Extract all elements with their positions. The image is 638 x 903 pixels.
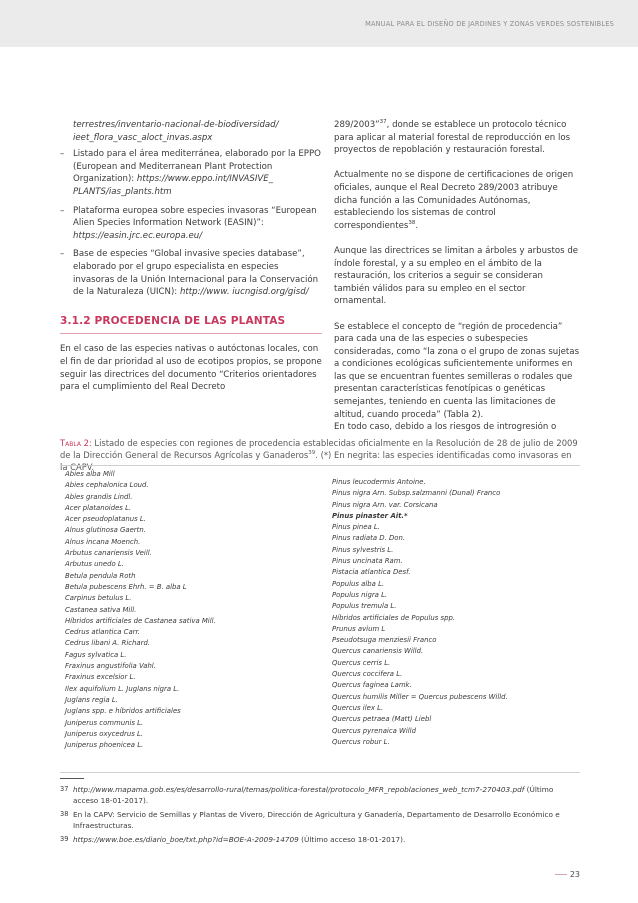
species-item: Populus alba L.	[332, 579, 385, 588]
footnote-text: (Último acceso 18-01-2017).	[298, 835, 406, 844]
species-item: Pinus uncinata Ram.	[332, 557, 403, 566]
paragraph-protocol: 289/2003”$^{37}$, donde se establece un protocolo técnico para aplicar al material forestal de reproducción en los proyectos de repoblación y restauración forestal.	[334, 119, 571, 156]
species-item: Betula pendula Roth	[65, 571, 136, 580]
species-item: Juniperus oxycedrus L.	[65, 729, 144, 738]
species-item: Quercus ilex L.	[332, 703, 384, 712]
footnote-rule	[60, 778, 84, 779]
species-item: Híbridos artificiales de Castanea sativa Mill.	[65, 616, 216, 625]
species-item: Fraxinus angustifolia Vahl.	[65, 662, 156, 671]
section-heading: 3.1.2 PROCEDENCIA DE LAS PLANTAS	[60, 314, 286, 327]
reference-continuation	[60, 119, 322, 144]
species-item: Abies alba Mill	[65, 470, 115, 478]
species-item: Alnus incana Moench.	[65, 537, 141, 546]
footnote-ref[interactable]: 39	[308, 450, 316, 457]
species-item: Quercus faginea Lamk.	[332, 681, 412, 690]
species-item: Quercus cerris L.	[332, 658, 391, 667]
species-item: Pinus nigra Arn. Subsp.salzmanni (Dunal) Franco	[332, 489, 501, 498]
species-item: Juglans regia L.	[65, 695, 118, 704]
species-item: Quercus coccifera L.	[332, 670, 403, 679]
species-item: Juniperus phoenicea L.	[65, 741, 144, 750]
footnote-number: 39	[60, 835, 69, 843]
reference-text: Base de especies “Global invasive species database”, elaborado por el grupo especialista en especies invasoras de la Unión Internacional para la Conservación de la Naturaleza (UICN):	[73, 249, 319, 298]
reference-list	[60, 148, 322, 299]
species-table	[60, 465, 580, 773]
species-item: Acer pseudoplatanus L.	[65, 515, 146, 524]
species-item: Abies cephalonica Loud.	[65, 481, 149, 490]
dash-bullet: –	[60, 205, 65, 216]
species-item: Acer platanoides L.	[65, 503, 132, 512]
reference-continuation-line[interactable]: ieet_flora_vasc_aloct_invas.aspx	[73, 132, 213, 143]
reference-text: Listado para el área mediterránea, elaborado por la EPPO (European and Mediterranean Plant Protection Organization):	[73, 149, 321, 185]
page-number-rule	[555, 874, 567, 875]
footnote-ref[interactable]: 37	[379, 119, 387, 126]
right-column	[334, 119, 580, 434]
footnote-number: 37	[60, 785, 69, 793]
species-item: Castanea sativa Mill.	[65, 605, 137, 614]
species-item: Pinus radiata D. Don.	[332, 534, 406, 543]
species-item: Juniperus communis L.	[65, 718, 144, 727]
footnote	[60, 809, 580, 831]
reference-link[interactable]: https://www.eppo.int/INVASIVE_ PLANTS/ias_plants.htm	[73, 174, 274, 197]
page-number: 23	[555, 870, 580, 879]
species-list-right	[332, 477, 577, 748]
species-item: Abies grandis Lindl.	[65, 492, 133, 501]
reference-item	[60, 205, 322, 243]
species-item: Arbutus canariensis Veill.	[65, 549, 152, 558]
species-item: Pinus nigra Arn. var. Corsicana	[332, 500, 438, 509]
reference-link[interactable]: https://easin.jrc.ec.europa.eu/	[73, 230, 203, 241]
species-item: Pinus pinea L.	[332, 523, 380, 532]
reference-link[interactable]: http://www. iucngisd.org/gisd/	[179, 287, 309, 298]
species-item: Pinus leucodermis Antoine.	[332, 478, 426, 486]
species-item: Cedrus atlantica Carr.	[65, 628, 140, 637]
footnote-link[interactable]: https://www.boe.es/diario_boe/txt.php?id=BOE-A-2009-14709	[73, 835, 299, 844]
species-item: Arbutus unedo L.	[65, 560, 124, 569]
paragraph-introgression: En todo caso, debido a los riesgos de introgresión o	[334, 422, 557, 433]
dash-bullet: –	[60, 149, 65, 160]
footnote-text: En la CAPV: Servicio de Semillas y Plantas de Vivero, Dirección de Agricultura y Ganadería, Departamento de Desarrollo Económico e Infraestructuras.	[73, 810, 560, 830]
paragraph-certification: Actualmente no se dispone de certificaciones de origen oficiales, aunque el Real Decreto 289/2003 atribuye dicha función a las Comunidades Autónomas, estableciendo los sistemas de control correspondientes$^{38}$.	[334, 170, 574, 231]
header-band	[0, 0, 638, 47]
species-item: Populus nigra L.	[332, 590, 388, 599]
section-underline	[60, 333, 322, 334]
footnote	[60, 784, 580, 806]
species-item: Alnus glutinosa Gaertn.	[65, 526, 146, 535]
section-paragraph: En el caso de las especies nativas o autóctonas locales, con el fin de dar prioridad al uso de ecotipos propios, se propone seguir las directrices del documento “Criterios orientadores para el cumplimiento del Real Decreto	[60, 344, 322, 393]
species-item: Populus tremula L.	[332, 602, 397, 611]
species-item: Pinus sylvestris L.	[332, 545, 394, 554]
footnote-link[interactable]: http://www.mapama.gob.es/es/desarrollo-rural/temas/politica-forestal/protocolo_MFR_repoblaciones_web_tcm7-270403.pdf	[73, 785, 525, 794]
footnotes	[60, 784, 580, 848]
footnote-text: (Último acceso 18-01-2017).	[73, 785, 554, 805]
species-item: Cedrus libani A. Richard.	[65, 639, 151, 648]
left-column	[60, 119, 322, 394]
species-list-left	[65, 469, 315, 751]
table-label: Tabla 2:	[60, 438, 92, 448]
species-item: Juglans spp. e híbridos artificiales	[65, 707, 181, 716]
species-item: Pseudotsuga menziesii Franco	[332, 636, 437, 645]
species-item: Prunus avium L	[332, 624, 386, 633]
species-item: Quercus pyrenaica Willd	[332, 726, 416, 735]
species-item: Pistacia atlantica Desf.	[332, 568, 411, 577]
reference-item	[60, 148, 322, 198]
species-item: Betula pubescens Ehrh. = B. alba L	[65, 582, 187, 591]
dash-bullet: –	[60, 249, 65, 260]
reference-item	[60, 248, 322, 298]
footnote	[60, 834, 580, 845]
footnote-number: 38	[60, 810, 69, 818]
species-item: Fagus sylvatica L.	[65, 650, 127, 659]
species-item: Carpinus betulus L.	[65, 594, 132, 603]
species-item: Quercus robur L.	[332, 737, 390, 746]
paragraph-region-concept: Se establece el concepto de “región de procedencia” para cada una de las especies o subespecies consideradas, como “la zona o el grupo de zonas sujetas a condiciones ecológicas suficientemente uniformes en las que se encuentran fuentes semilleras o rodales que presentan características fenotípicas o genéticas semejantes, teniendo en cuenta las limitaciones de altitud, cuando proceda” (Tabla 2).	[334, 321, 580, 420]
paragraph-guidelines: Aunque las directrices se limitan a árboles y arbustos de índole forestal, y a su empleo en el ámbito de la restauración, los criterios a seguir se consideran también válidos para su empleo en el sector ornamental.	[334, 245, 579, 307]
species-item: Quercus canariensis Willd.	[332, 647, 424, 656]
footnote-ref[interactable]: 38	[408, 219, 416, 226]
species-item: Quercus humilis Miller = Quercus pubescens Willd.	[332, 692, 508, 701]
species-item: Fraxinus excelsior L.	[65, 673, 136, 682]
species-item: Ilex aquifolium L. Juglans nigra L.	[65, 684, 180, 693]
running-header-title: MANUAL PARA EL DISEÑO DE JARDINES Y ZONAS VERDES SOSTENIBLES	[365, 20, 614, 28]
species-item: Pinus pinaster Ait.*	[332, 511, 408, 520]
reference-text: Plataforma europea sobre especies invasoras “European Alien Species Information Network (EASIN)”:	[73, 205, 317, 229]
reference-continuation-line[interactable]: terrestres/inventario-nacional-de-biodiversidad/	[73, 120, 279, 130]
species-item: Quercus petraea (Matt) Liebl	[332, 715, 432, 724]
table-caption: Tabla 2: Listado de especies con regiones de procedencia establecidas oficialmente en la Resolución de 28 de julio de 2009 de la Dirección General de Recursos Agrícolas y Ganaderos$^{39}$. (*) En negrita: las especies identificadas como invasoras en la CAPV.	[60, 438, 578, 472]
species-item: Híbridos artificiales de Populus spp.	[332, 613, 456, 622]
